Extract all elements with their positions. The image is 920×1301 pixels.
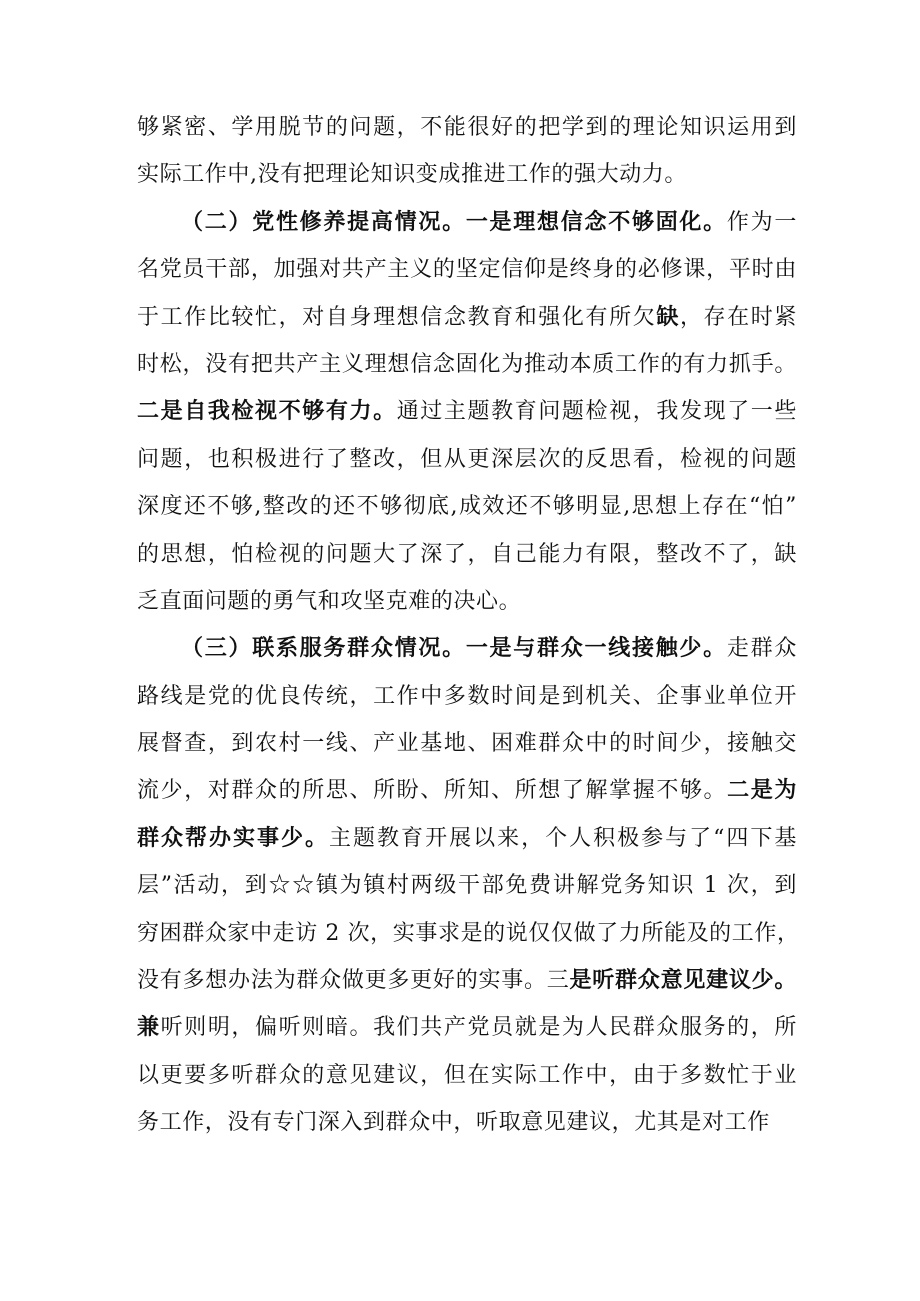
text-run: 务工作，没有专门深入到群众中，听取意见建议，尤其是对工作 [137, 1110, 770, 1136]
text-line [137, 720, 797, 767]
text-run: 乏直面问题的勇气和攻坚克难的决心。 [137, 588, 522, 614]
text-line [137, 483, 797, 530]
text-run: 作为一 [726, 209, 797, 235]
text-run: 走群众 [726, 636, 797, 662]
text-line [137, 578, 797, 625]
text-line [137, 388, 797, 435]
text-line [137, 151, 797, 198]
bold-text: 是听群众意见建议少。 [569, 967, 797, 994]
text-run: 没有多想办法为群众做更多更好的实事。三 [137, 968, 570, 994]
text-run: 展督查，到农村一线、产业基地、困难群众中的时间少，接触交 [137, 731, 797, 757]
text-line [137, 199, 797, 246]
text-run: 的思想，怕检视的问题大了深了，自己能力有限，整改不了，缺 [137, 541, 797, 567]
text-line [137, 910, 800, 957]
text-run: 名党员干部，加强对共产主义的坚定信仰是终身的必修课，平时由 [137, 257, 797, 283]
text-run: 深度还不够,整改的还不够彻底,成效还不够明显,思想上存在“怕” [137, 494, 797, 520]
text-line [137, 246, 797, 293]
text-run: ，存在时紧 [679, 304, 797, 330]
text-line [137, 531, 797, 578]
text-run: 路线是党的优良传统，工作中多数时间是到机关、企事业单位开 [137, 683, 797, 709]
bold-text: （二）党性修养提高情况。一是理想信念不够固化。 [181, 208, 727, 235]
text-line [137, 1052, 797, 1099]
text-run: 层”活动，到☆☆镇为镇村两级干部免费讲解党务知识 1 次，到 [137, 873, 797, 899]
bold-text: 二是自我检视不够有力。 [137, 398, 397, 425]
text-line [137, 341, 797, 388]
text-line [137, 104, 797, 151]
text-run: 实际工作中,没有把理论知识变成推进工作的强大动力。 [137, 162, 687, 188]
text-line [137, 957, 797, 1004]
bold-text: 兼 [137, 1014, 161, 1041]
text-line [137, 673, 797, 720]
text-line [137, 862, 797, 909]
text-run: 够紧密、学用脱节的问题，不能很好的把学到的理论知识运用到 [137, 115, 797, 140]
text-run: 流少，对群众的所思、所盼、所知、所想了解掌握不够。 [137, 778, 728, 804]
text-run: 问题，也积极进行了整改，但从更深层次的反思看，检视的问题 [137, 446, 797, 472]
bold-text: （三）联系服务群众情况。一是与群众一线接触少。 [181, 635, 727, 662]
text-run: 主题教育开展以来，个人积极参与了“四下基 [329, 825, 797, 851]
text-run: 穷困群众家中走访 2 次，实事求是的说仅仅做了力所能及的工作， [137, 920, 800, 946]
text-line [137, 436, 797, 483]
text-run: 以更要多听群众的意见建议，但在实际工作中，由于多数忙于业 [137, 1062, 797, 1088]
text-line [137, 767, 797, 814]
bold-text: 二是为 [727, 777, 797, 804]
text-run: 听则明，偏听则暗。我们共产党员就是为人民群众服务的，所 [160, 1015, 797, 1041]
text-line [137, 294, 797, 341]
text-run: 于工作比较忙，对自身理想信念教育和强化有所欠 [137, 304, 657, 330]
text-line [137, 1004, 797, 1051]
bold-text: 群众帮办实事少。 [137, 824, 330, 851]
bold-text: 缺 [656, 303, 680, 330]
text-run: 时松，没有把共产主义理想信念固化为推动本质工作的有力抓手。 [137, 351, 797, 377]
text-line [137, 815, 797, 862]
body-text [137, 104, 800, 1147]
text-run: 通过主题教育问题检视，我发现了一些 [396, 399, 797, 425]
text-line [137, 1099, 797, 1146]
text-line [137, 625, 797, 672]
